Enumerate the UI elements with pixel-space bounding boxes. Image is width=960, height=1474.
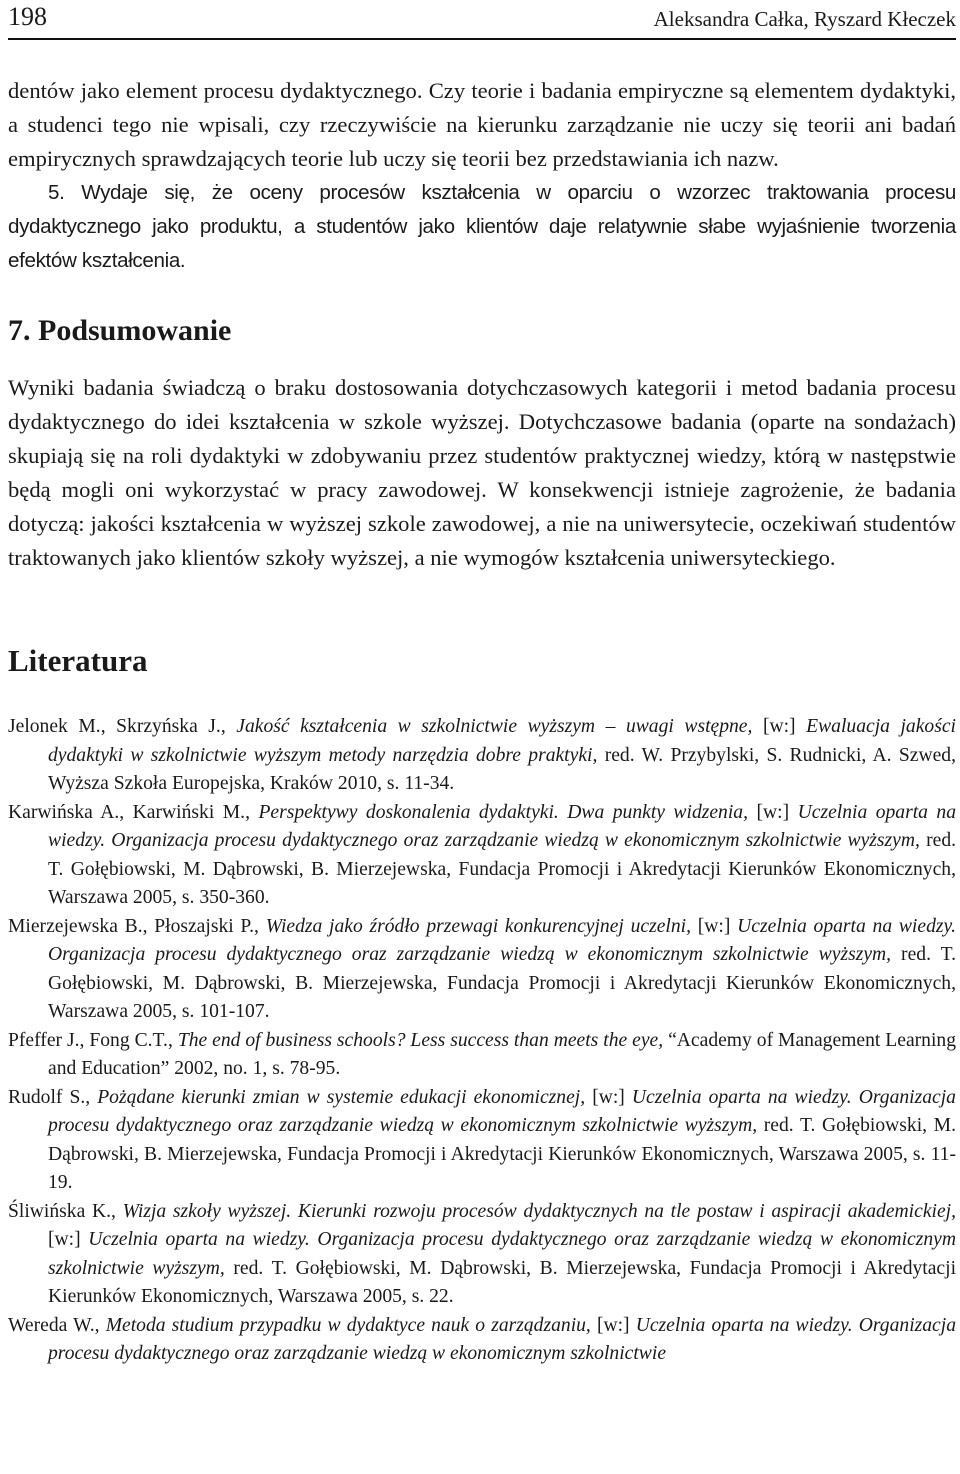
reference-item xyxy=(8,1084,956,1198)
running-head-authors: Aleksandra Całka, Ryszard Kłeczek xyxy=(653,7,956,31)
reference-authors: Jelonek M., Skrzyńska J., xyxy=(8,716,226,737)
reference-title: Perspektywy doskonalenia dydaktyki. Dwa punkty widzenia, xyxy=(258,801,748,823)
reference-title: The end of business schools? Less success than meets the eye, xyxy=(177,1029,664,1051)
reference-source: Uczelnia oparta na wiedzy. Organizacja procesu dydaktycznego oraz zarządzanie wiedzą w ekonomicznym szkolnictwie wyższym, xyxy=(48,1229,956,1279)
reference-details: red. W. Przybylski, S. Rudnicki, A. Szwed, Wyższa Szkoła Europejska, Kraków 2010, s. 11-34. xyxy=(48,744,956,794)
section-heading: 7. Podsumowanie xyxy=(8,314,232,347)
reference-title: Jakość kształcenia w szkolnictwie wyższym – uwagi wstępne, xyxy=(236,716,753,737)
reference-details: “Academy of Management Learning and Education” 2002, no. 1, s. 78-95. xyxy=(48,1029,957,1079)
reference-source: Uczelnia oparta na wiedzy. Organizacja procesu dydaktycznego oraz zarządzanie wiedzą w ekonomicznym szkolnictwie wyższym, xyxy=(48,915,957,965)
reference-in: [w:] xyxy=(592,1086,625,1108)
point-5-paragraph: 5. Wydaje się, że oceny procesów kształcenia w oparciu o wzorzec traktowania procesu dydaktycznego jako produktu, a studentów jako klientów daje relatywnie słabe wyjaśnienie tworzenia efektów kształcenia. xyxy=(8,181,956,272)
bibliography-list xyxy=(8,713,956,1369)
reference-title: Wiedza jako źródło przewagi konkurencyjnej uczelni, xyxy=(265,915,691,937)
reference-authors: Rudolf S., xyxy=(8,1086,91,1108)
reference-details: red. T. Gołębiowski, M. Dąbrowski, B. Mierzejewska, Fundacja Promocji i Akredytacji Kierunków Ekonomicznych, Warszawa 2005, s. 22. xyxy=(48,1257,957,1307)
reference-authors: Mierzejewska B., Płoszajski P., xyxy=(8,915,259,937)
reference-in: [w:] xyxy=(697,915,731,937)
reference-source: Uczelnia oparta na wiedzy. Organizacja procesu dydaktycznego oraz zarządzanie wiedzą w ekonomicznym szkolnictwie wyższym, xyxy=(48,801,957,851)
reference-source: Uczelnia oparta na wiedzy. Organizacja procesu dydaktycznego oraz zarządzanie wiedzą w ekonomicznym szkolnictwie wyższym, xyxy=(48,1086,956,1136)
page xyxy=(8,0,956,1369)
continuation-paragraph: dentów jako element procesu dydaktycznego. Czy teorie i badania empiryczne są elementem dydaktyki, a studenci tego nie wpisali, czy rzeczywiście na kierunku zarządzanie nie uczy się teorii ani badań empirycznych sprawdzających teorie lub uczy się teorii bez przedstawiania ich nazw. xyxy=(8,78,956,171)
reference-details: red. T. Gołębiowski, M. Dąbrowski, B. Mierzejewska, Fundacja Promocji i Akredytacji Kierunków Ekonomicznych, Warszawa 2005, s. 11-19. xyxy=(48,1115,956,1193)
page-number: 198 xyxy=(8,2,47,31)
reference-item xyxy=(8,1198,956,1312)
running-head xyxy=(8,0,956,40)
reference-item xyxy=(8,1312,956,1369)
reference-details: red. T. Gołębiowski, M. Dąbrowski, B. Mierzejewska, Fundacja Promocji i Akredytacji Kierunków Ekonomicznych, Warszawa 2005, s. 350-360. xyxy=(48,830,957,908)
reference-item xyxy=(8,713,956,799)
reference-source: Uczelnia oparta na wiedzy. Organizacja procesu dydaktycznego oraz zarządzanie wiedzą w ekonomicznym szkolnictwie xyxy=(48,1314,956,1364)
reference-details: red. T. Gołębiowski, M. Dąbrowski, B. Mierzejewska, Fundacja Promocji i Akredytacji Kierunków Ekonomicznych, Warszawa 2005, s. 101-107. xyxy=(48,944,956,1022)
reference-item xyxy=(8,799,956,913)
reference-title: Pożądane kierunki zmian w systemie edukacji ekonomicznej, xyxy=(97,1086,586,1108)
summary-paragraph: Wyniki badania świadczą o braku dostosowania dotychczasowych kategorii i metod badania procesu dydaktycznego do idei kształcenia w szkole wyższej. Dotychczasowe badania (oparte na sondażach) skupiają się na roli dydaktyki w zdobywaniu przez studentów praktycznej wiedzy, którą w następstwie będą mogli oni wykorzystać w pracy zawodowej. W konsekwencji istnieje zagrożenie, że badania dotyczą: jakości kształcenia w wyższej szkole zawodowej, a nie na uniwersytecie, oczekiwań studentów traktowanych jako klientów szkoły wyższej, a nie wymogów kształcenia uniwersyteckiego. xyxy=(8,375,956,570)
reference-authors: Pfeffer J., Fong C.T., xyxy=(8,1029,173,1051)
reference-in: [w:] xyxy=(596,1314,630,1336)
bibliography-heading: Literatura xyxy=(8,643,148,678)
reference-title: Metoda studium przypadku w dydaktyce nauk o zarządzaniu, xyxy=(105,1314,591,1336)
reference-item xyxy=(8,1027,956,1084)
reference-authors: Wereda W., xyxy=(8,1314,100,1336)
reference-in: [w:] xyxy=(762,716,796,737)
reference-in: [w:] xyxy=(48,1229,81,1250)
reference-title: Wizja szkoły wyższej. Kierunki rozwoju procesów dydaktycznych na tle postaw i aspiracji akademickiej, xyxy=(122,1200,956,1222)
reference-authors: Karwińska A., Karwiński M., xyxy=(8,801,250,823)
reference-in: [w:] xyxy=(756,801,790,823)
reference-item xyxy=(8,913,956,1027)
reference-source: Ewaluacja jakości dydaktyki w szkolnictwie wyższym metody narzędzia dobre praktyki, xyxy=(48,716,956,766)
reference-authors: Śliwińska K., xyxy=(8,1200,116,1222)
